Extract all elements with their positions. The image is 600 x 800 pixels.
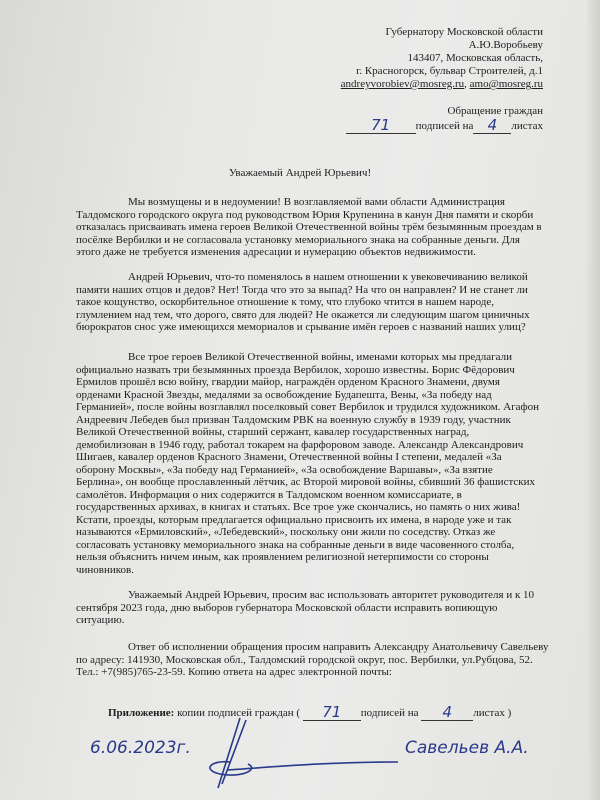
text-line: Талдомского городского округа под руководством Юрия Крупенина в канун Дня памяти и скорби [76,208,534,221]
text-line: государственных архивах, в книгах и статьях. Все трое уже скончались, но память о них жива! [76,501,521,513]
addressee-line: 143407, Московская область, [407,52,543,64]
text-line: орденами Красной Звезды, медалями за освобождение Будапешта, Вены, «За победу над [76,388,492,401]
text-line: сентября 2023 года, дню выборов губернатора Московской области исправить вопиющую [76,601,498,614]
paragraph-2 [76,271,530,334]
text-line: памяти наших отцов и дедов? Нет! Тогда что это за выпад? На что он направлен? И не станет ли [76,283,528,296]
text-line: Все трое героев Великой Отечественной войны, именами которых мы предлагали [128,351,512,363]
text-line: Берлина», он вообще прославленный лётчик, ас Второй мировой войны, сбивший 36 фашистских [76,476,536,488]
paragraph-1 [76,196,542,259]
text-line: отказалась присваивать имена героев Великой Отечественной войны трём безымянным проездам в [76,221,542,233]
text-line: Германией», после войны возглавлял поселковый совет Вербилок и трудился художником. Агафон [76,401,540,413]
text-line: Ермилов прошёл всю войну, гвардии майор, награждён орденом Красного Знамени, двумя [76,376,500,388]
handwritten-signatures-count: 71 [322,703,342,721]
email-separator: , [464,78,470,90]
text-line: ситуацию. [76,614,125,626]
text-line: Кстати, проезды, которым предлагается официально присвоить их имена, в народе уже и так [76,513,512,526]
text-line: Великой Отечественной войны, старший сержант, кавалер государственных наград, [76,426,470,438]
text-line: Уважаемый Андрей Юрьевич, просим вас использовать авторитет руководителя и к 10 [128,589,535,601]
attachment-mid: подписей на [360,707,419,719]
paragraph-5 [76,641,548,679]
addressee-line: А.Ю.Воробьеву [468,39,543,51]
attachment-end: листах ) [473,707,512,719]
text-line: Ответ об исполнении обращения просим направить Александру Анатольевичу Савельеву [128,641,549,653]
appeal-mid: подписей на [415,120,474,132]
text-line: чиновников. [76,563,135,576]
attachment-label: Приложение: [108,707,175,719]
text-line: бюрократов снос уже имеющихся мемориалов и срывание имён героев с названий наших улиц? [76,321,526,333]
text-line: по адресу: 141930, Московская обл., Талдомский городской округ, пос. Вербилки, ул.Рубцова, 52. [76,653,533,666]
text-line: Мы возмущены и в недоумении! В возглавляемой вами области Администрация [128,196,505,208]
handwritten-signatures-count: 71 [371,116,391,134]
text-line: согласовать установку мемориального знака на собранные деньги в виде часовенного столба, [76,538,515,551]
email-link[interactable]: andreyvorobiev@mosreg.ru [340,78,465,90]
text-line: нельзя объяснить ничем иным, как проявлением религиозной нетерпимости со стороны [76,551,489,563]
handwritten-signature [200,712,400,792]
handwritten-sheets-count: 4 [442,703,453,721]
addressee-line: Губернатору Московской области [385,26,543,38]
page-edge [586,0,600,800]
text-line: глумлением над тем, что дорого, свято для людей? Не окажется ли следующим шагом циничных [76,308,530,321]
text-line: оборону Москвы», «За победу над Германией», «За освобождение Варшавы», «За взятие [76,463,493,476]
handwritten-date: 6.06.2023г. [90,738,191,758]
text-line: демобилизован в 1946 году, работал токарем на фарфоровом заводе. Александр Александрович [76,438,524,451]
text-line: Тел.: +7(985)765-23-59. Копию ответа на адрес электронной почты: [76,666,392,678]
text-line: Андрей Юрьевич, что-то поменялось в нашем отношении к увековечиванию великой [128,271,528,283]
salutation: Уважаемый Андрей Юрьевич! [228,167,372,179]
paragraph-4 [76,589,534,627]
text-line: такое кощунство, оскорбительное отношение к тому, что глубоко чтится в нашем народе, [76,296,495,308]
text-line: посёлке Вербилки и не согласовала установку мемориального знака на собранные деньги. Для [76,233,520,246]
appeal-title: Обращение граждан [447,105,543,117]
handwritten-sheets-count: 4 [487,116,498,134]
text-line: называются «Ермиловский», «Лебедевский», поскольку они жили по соседству. Отказ же [76,526,496,538]
attachment-text: копии подписей граждан ( [177,707,301,719]
appeal-block [346,104,543,134]
text-line: официально назвать три безымянных проезда Вербилок, хорошо известны. Борис Фёдорович [76,363,515,376]
text-line: самолётов. Информация о них содержится в Талдомском военном комиссариате, в [76,488,462,501]
paragraph-3 [76,351,539,576]
text-line: Андреевич Лебедев был призван Талдомским РВК на военную службу в 1939 году, участник [76,413,511,426]
addressee-line: г. Красногорск, бульвар Строителей, д.1 [356,65,543,77]
text-line: Шигаев, кавалер орденов Красного Знамени, Отечественной войны I степени, медалей «За [76,451,502,463]
appeal-end: листах [511,120,543,132]
handwritten-name: Савельев А.А. [405,738,529,758]
email-link[interactable]: amo@mosreg.ru [469,78,543,90]
addressee-block [341,26,543,91]
text-line: этого даже не требуется изменения адресации и нумерацию объектов недвижимости. [76,246,476,258]
